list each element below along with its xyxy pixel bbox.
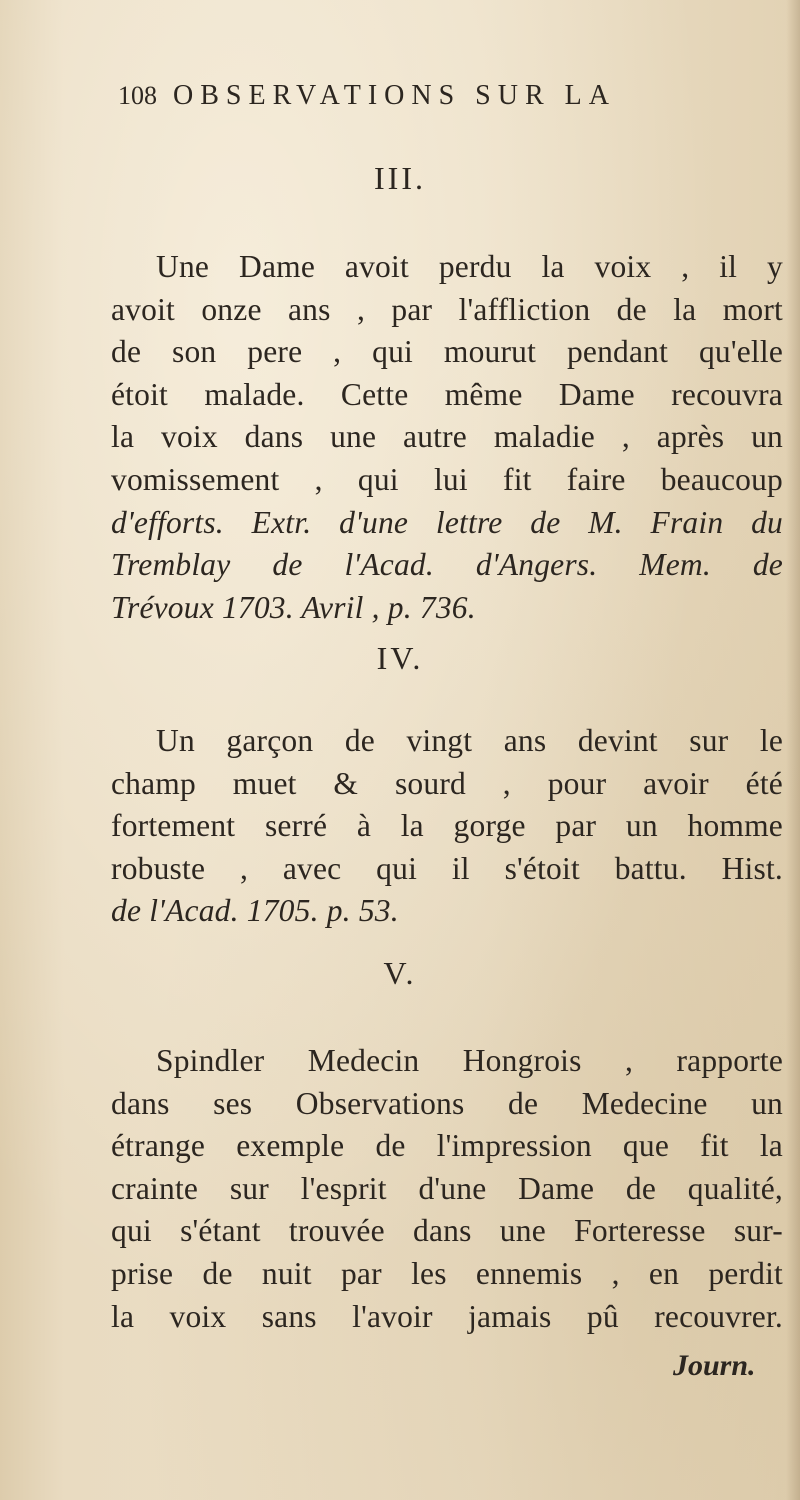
page-edge-shadow — [786, 0, 800, 1500]
text-line: champ muet & sourd , pour avoir été — [111, 765, 783, 801]
text-line: avoit onze ans , par l'affliction de la mort — [111, 291, 783, 327]
text-line: Spindler Medecin Hongrois , rapporte — [156, 1043, 783, 1078]
text-line: étrange exemple de l'impression que fit la — [111, 1128, 783, 1164]
text-line: de son pere , qui mourut pendant qu'elle — [111, 334, 783, 370]
text-line: Tremblay de l'Acad. d'Angers. Mem. de — [111, 547, 783, 583]
section-iv-paragraph — [111, 720, 783, 933]
running-title: OBSERVATIONS SUR LA — [173, 80, 616, 111]
text-line: Une Dame avoit perdu la voix , il y — [156, 249, 783, 284]
text-line: dans ses Observations de Medecine un — [111, 1085, 783, 1121]
text-line: Trévoux 1703. Avril , p. 736. — [111, 589, 476, 625]
page-number: 108 — [118, 81, 157, 110]
text-line: d'efforts. Extr. d'une lettre de M. Frain du — [111, 504, 783, 540]
text-line: vomissement , qui lui fit faire beaucoup — [111, 461, 783, 497]
section-number-iii: III. — [374, 160, 426, 196]
catchword: Journ. — [673, 1349, 756, 1382]
text-line: robuste , avec qui il s'étoit battu. Hist. — [111, 850, 783, 886]
text-line: la voix sans l'avoir jamais pû recouvrer. — [111, 1298, 783, 1334]
running-head — [118, 80, 698, 120]
section-iii-paragraph — [111, 246, 783, 629]
text-line: de l'Acad. 1705. p. 53. — [111, 893, 399, 929]
text-line: fortement serré à la gorge par un homme — [111, 808, 783, 844]
text-line: crainte sur l'esprit d'une Dame de qualité, — [111, 1170, 783, 1206]
text-line: Un garçon de vingt ans devint sur le — [156, 723, 783, 758]
text-line: étoit malade. Cette même Dame recouvra — [111, 376, 783, 412]
section-v-paragraph — [111, 1040, 783, 1338]
text-line: prise de nuit par les ennemis , en perdit — [111, 1255, 783, 1291]
section-number-v: V. — [383, 955, 417, 991]
text-line: qui s'étant trouvée dans une Forteresse sur- — [111, 1213, 783, 1249]
text-line: la voix dans une autre maladie , après un — [111, 419, 783, 455]
section-number-iv: IV. — [376, 640, 424, 676]
